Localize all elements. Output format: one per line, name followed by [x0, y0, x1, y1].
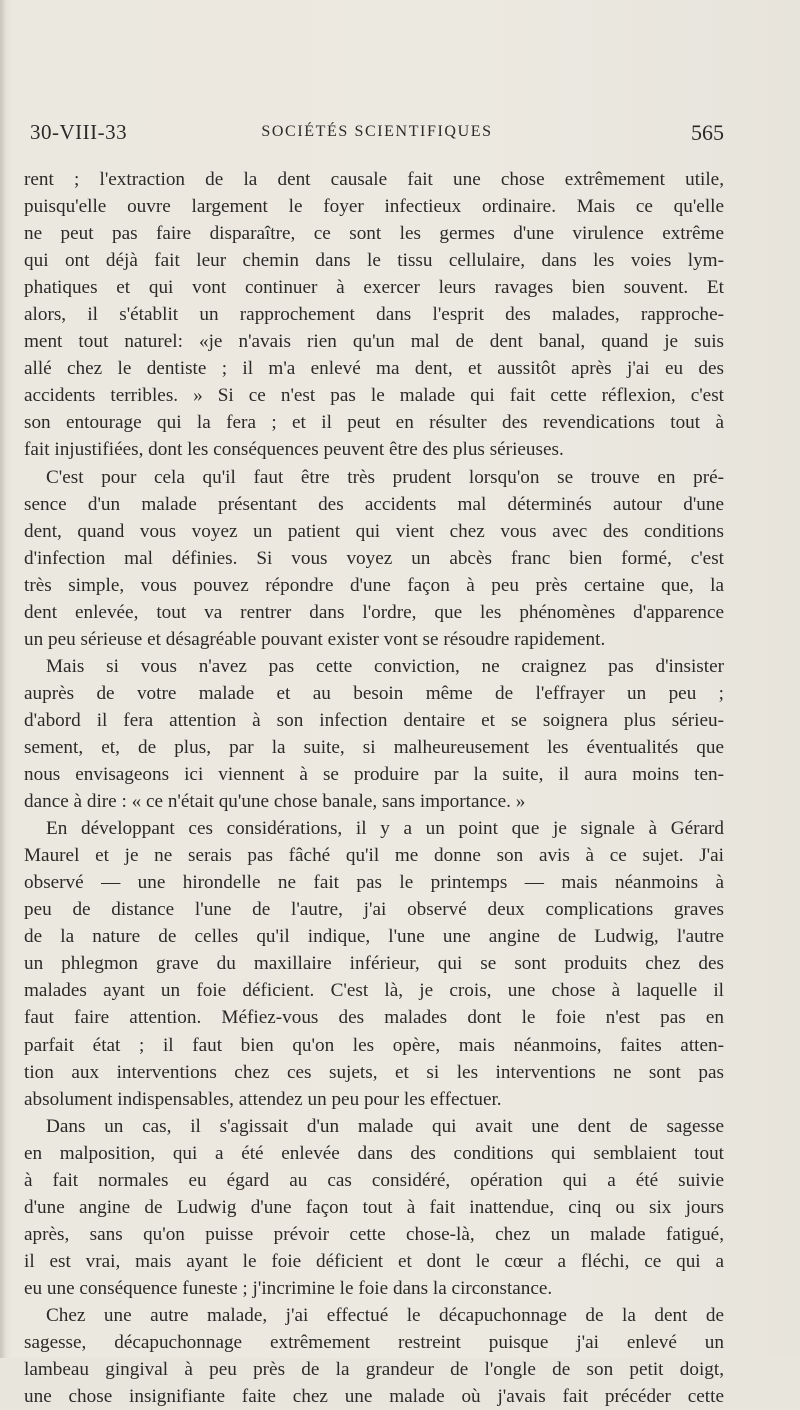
text-line: à fait normales eu égard au cas considéré, opération qui a été suivie	[24, 1169, 724, 1191]
text-line: peu de distance l'une de l'autre, j'ai observé deux complications graves	[24, 899, 724, 921]
text-line: ne peut pas faire disparaître, ce sont les germes d'une virulence extrême	[24, 223, 724, 245]
text-line: absolument indispensables, attendez un peu pour les effectuer.	[24, 1088, 502, 1110]
text-line: En développant ces considérations, il y a un point que je signale à Gérard	[46, 818, 724, 840]
text-line: Mais si vous n'avez pas cette conviction, ne craignez pas d'insister	[46, 655, 724, 677]
text-line: lambeau gingival à peu près de la grandeur de l'ongle de son petit doigt,	[24, 1359, 724, 1381]
text-line: un phlegmon grave du maxillaire inférieur, qui se sont produits chez des	[24, 953, 724, 975]
paragraph	[24, 166, 724, 464]
text-line: après, sans qu'on puisse prévoir cette chose-là, chez un malade fatigué,	[24, 1223, 724, 1245]
paragraph	[24, 1302, 724, 1410]
text-line: une chose insignifiante faite chez une malade où j'avais fait précéder cette	[24, 1386, 724, 1408]
text-line: dent, quand vous voyez un patient qui vient chez vous avec des conditions	[24, 520, 724, 542]
text-line: de la nature de celles qu'il indique, l'une une angine de Ludwig, l'autre	[24, 926, 724, 948]
text-line: sence d'un malade présentant des accidents mal déterminés autour d'une	[24, 493, 724, 515]
binding-shadow	[0, 0, 6, 1358]
text-line: Maurel et je ne serais pas fâché qu'il me donne son avis à ce sujet. J'ai	[24, 845, 724, 867]
text-line: dance à dire : « ce n'était qu'une chose banale, sans importance. »	[24, 791, 526, 813]
text-line: tion aux interventions chez ces sujets, et si les interventions ne sont pas	[24, 1061, 724, 1083]
text-line: il est vrai, mais ayant le foie déficient et dont le cœur a fléchi, ce qui a	[24, 1250, 724, 1272]
text-line: faut faire attention. Méfiez-vous des malades dont le foie n'est pas en	[24, 1007, 724, 1029]
text-line: accidents terribles. » Si ce n'est pas le malade qui fait cette réflexion, c'est	[24, 385, 724, 407]
text-line: Dans un cas, il s'agissait d'un malade qui avait une dent de sagesse	[46, 1115, 724, 1137]
paragraph	[24, 653, 724, 815]
text-line: en malposition, qui a été enlevée dans des conditions qui semblaient tout	[24, 1142, 724, 1164]
text-line: qui ont déjà fait leur chemin dans le tissu cellulaire, dans les voies lym-	[24, 250, 724, 272]
text-line: alors, il s'établit un rapprochement dans l'esprit des malades, rapproche-	[24, 304, 724, 326]
text-line: allé chez le dentiste ; il m'a enlevé ma dent, et aussitôt après j'ai eu des	[24, 358, 724, 380]
text-line: fait injustifiées, dont les conséquences peuvent être des plus sérieuses.	[24, 439, 564, 461]
text-line: Chez une autre malade, j'ai effectué le décapuchonnage de la dent de	[46, 1304, 724, 1326]
paragraph	[24, 464, 724, 653]
page-number: 565	[691, 120, 724, 145]
running-head	[30, 120, 724, 148]
text-line: parfait état ; il faut bien qu'on les opère, mais néanmoins, faites atten-	[24, 1034, 724, 1056]
issue-date: 30-VIII-33	[30, 120, 128, 144]
paragraph	[24, 815, 724, 1113]
text-line: son entourage qui la fera ; et il peut en résulter des revendications tout à	[24, 412, 724, 434]
text-line: auprès de votre malade et au besoin même de l'effrayer un peu ;	[24, 682, 724, 704]
text-line: rent ; l'extraction de la dent causale fait une chose extrêmement utile,	[24, 169, 724, 190]
text-line: d'infection mal définies. Si vous voyez un abcès franc bien formé, c'est	[24, 547, 724, 569]
text-line: C'est pour cela qu'il faut être très prudent lorsqu'on se trouve en pré-	[46, 466, 724, 488]
text-line: ment tout naturel: «je n'avais rien qu'un mal de dent banal, quand je suis	[24, 331, 724, 353]
text-line: puisqu'elle ouvre largement le foyer infectieux ordinaire. Mais ce qu'elle	[24, 196, 724, 218]
text-line: un peu sérieuse et désagréable pouvant exister vont se résoudre rapidement.	[24, 628, 606, 650]
text-line: phatiques et qui vont continuer à exercer leurs ravages bien souvent. Et	[24, 277, 724, 299]
text-line: nous envisageons ici viennent à se produire par la suite, il aura moins ten-	[24, 764, 724, 786]
text-line: d'abord il fera attention à son infection dentaire et se soignera plus sérieu-	[24, 709, 724, 731]
text-line: observé — une hirondelle ne fait pas le printemps — mais néanmoins à	[24, 872, 724, 894]
text-line: sement, et, de plus, par la suite, si malheureusement les éventualités que	[24, 736, 724, 758]
paragraph	[24, 1113, 724, 1302]
text-line: eu une conséquence funeste ; j'incrimine le foie dans la circonstance.	[24, 1277, 553, 1299]
section-title: SOCIÉTÉS SCIENTIFIQUES	[261, 123, 493, 140]
text-line: très simple, vous pouvez répondre d'une façon à peu près certaine que, la	[24, 574, 724, 596]
text-line: dent enlevée, tout va rentrer dans l'ordre, que les phénomènes d'apparence	[24, 601, 724, 623]
text-line: malades ayant un foie déficient. C'est là, je crois, une chose à laquelle il	[24, 980, 724, 1002]
body-text	[24, 166, 724, 1410]
text-line: sagesse, décapuchonnage extrêmement restreint puisque j'ai enlevé un	[24, 1332, 724, 1354]
text-line: d'une angine de Ludwig d'une façon tout à fait inattendue, cinq ou six jours	[24, 1196, 724, 1218]
